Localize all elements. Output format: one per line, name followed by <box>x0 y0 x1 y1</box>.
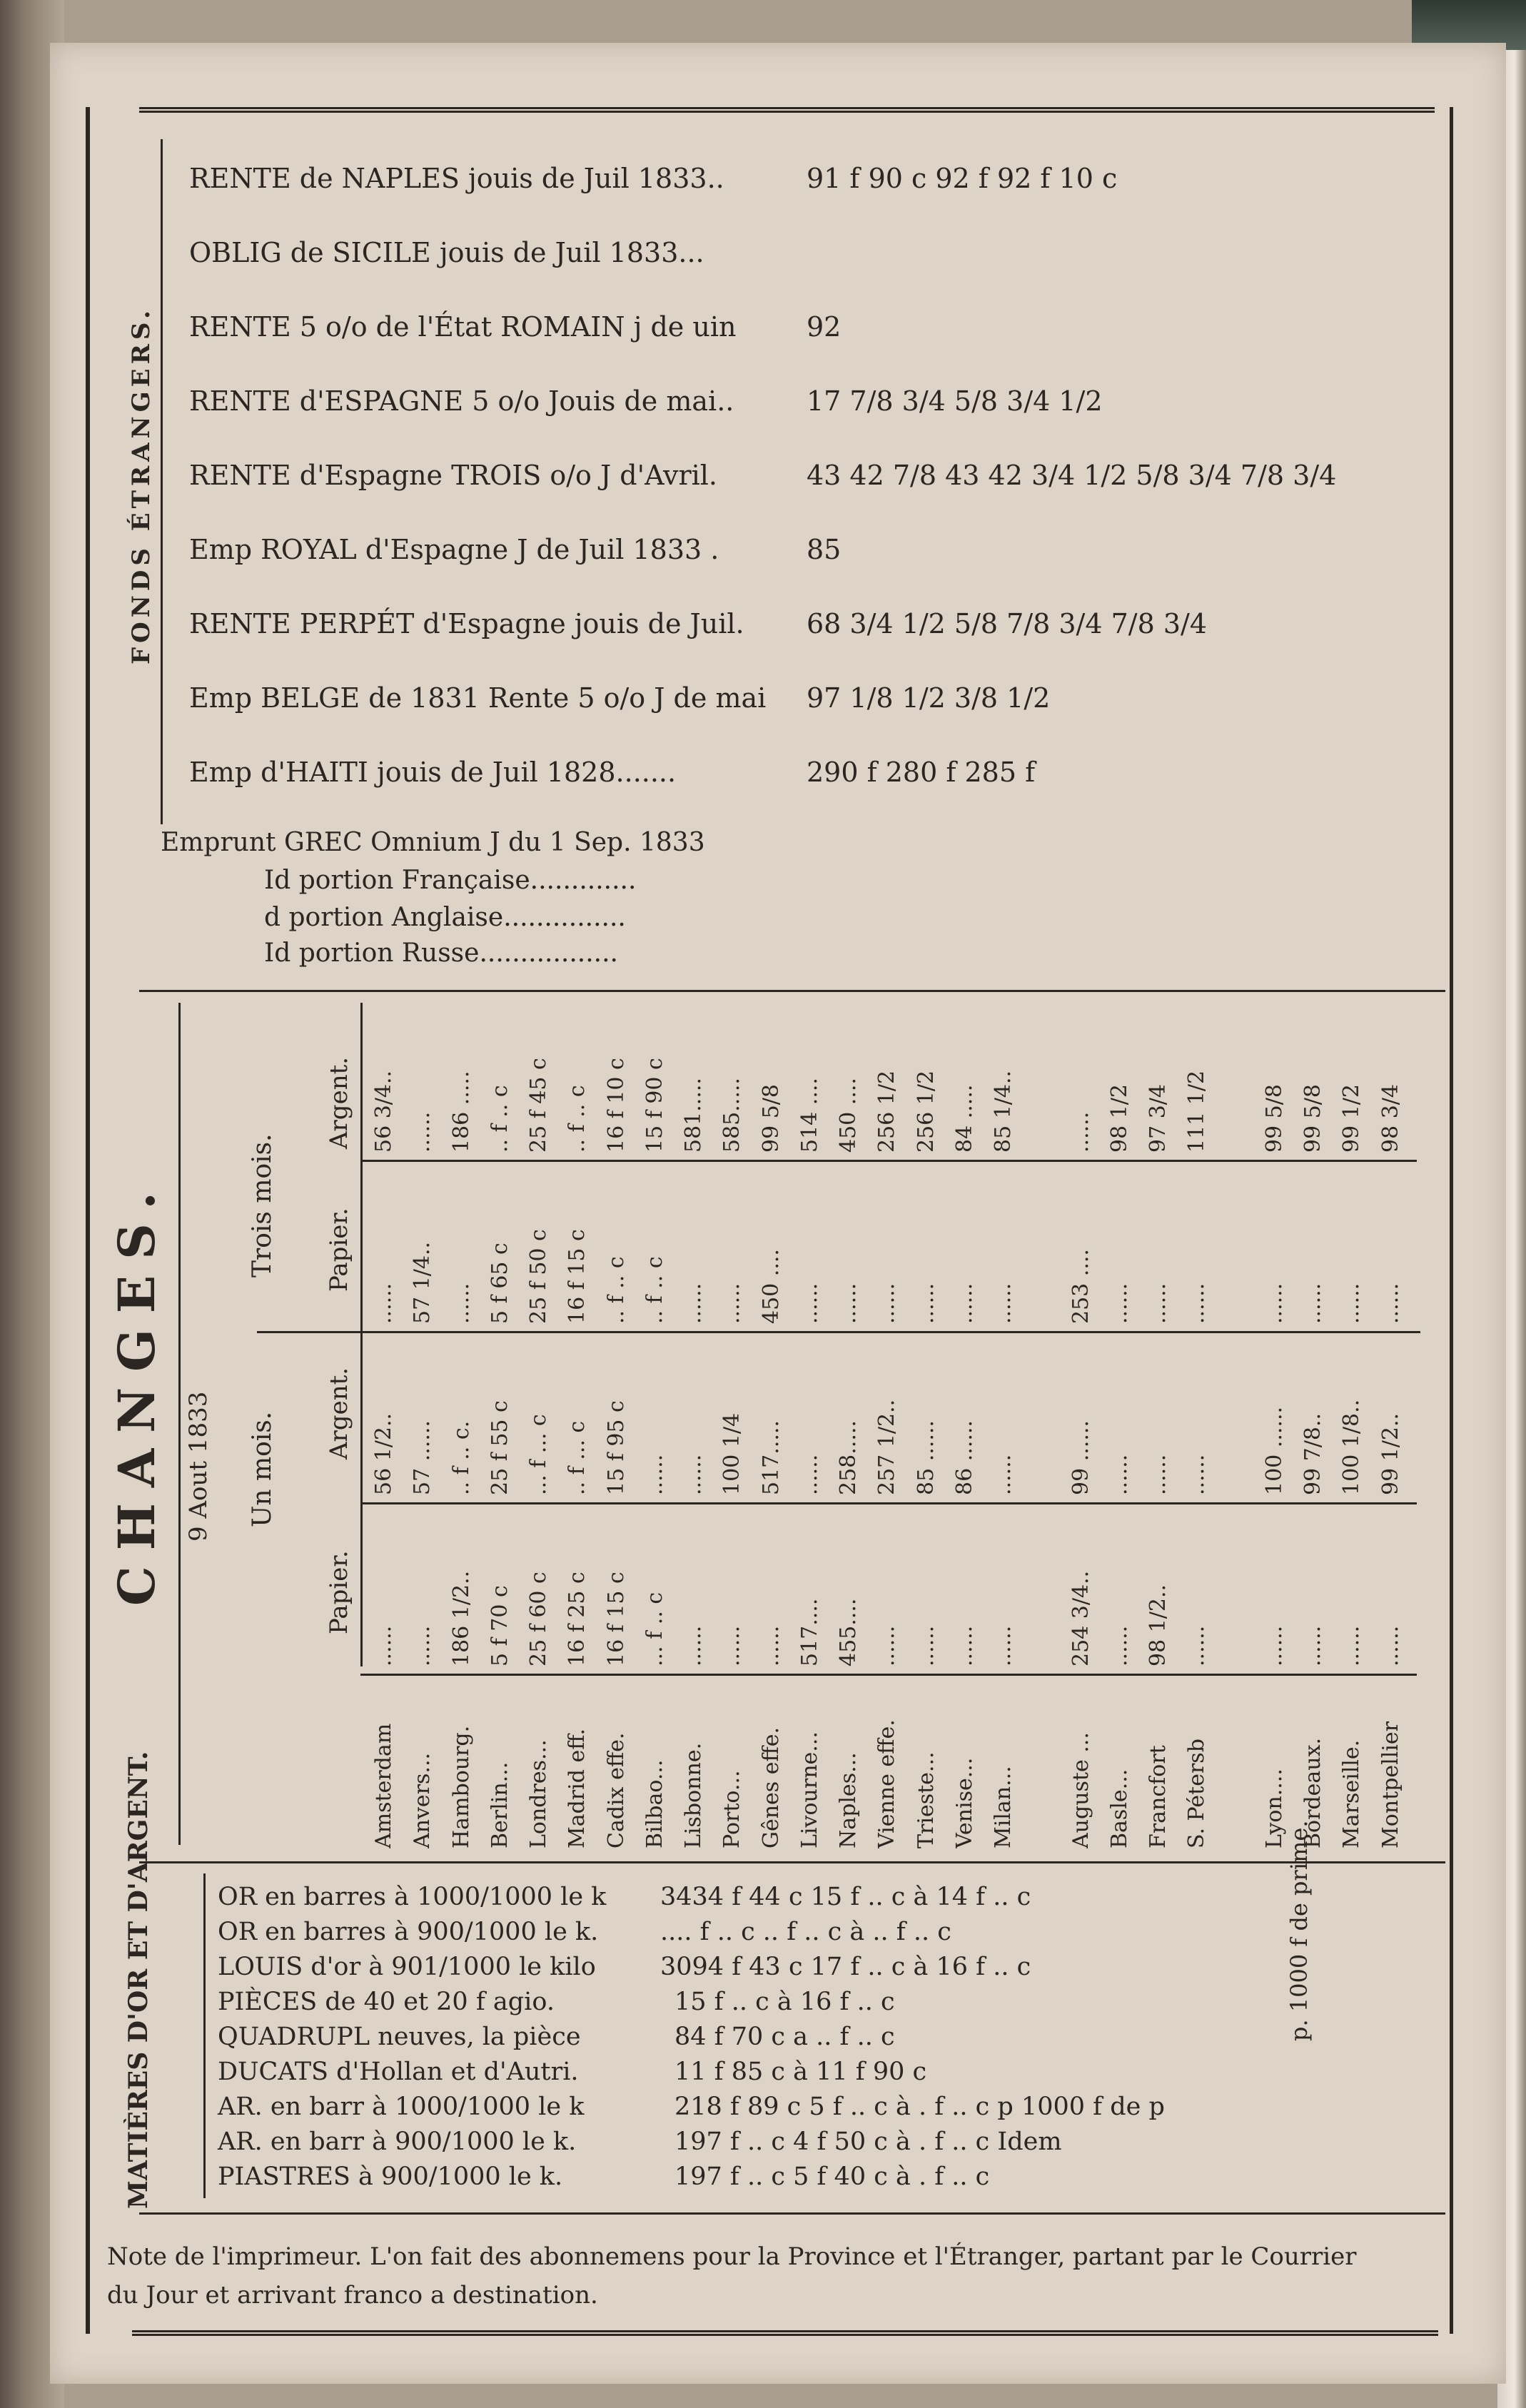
grec-row: Id portion Française............. <box>264 866 637 895</box>
fonds-value: 43 42 7/8 43 42 3/4 1/2 5/8 3/4 7/8 3/4 <box>807 460 1337 491</box>
fonds-label: RENTE de NAPLES jouis de Juil 1833.. <box>189 163 724 194</box>
matieres-value: 197 f .. c 4 f 50 c à . f .. c Idem <box>674 2128 1062 2156</box>
matieres-label: PIASTRES à 900/1000 le k. <box>218 2162 563 2191</box>
papier-1-cell: ...... <box>951 1625 977 1666</box>
argent-1-cell: 86 ...... <box>951 1420 977 1495</box>
argent-1-cell: 257 1/2.. <box>874 1399 900 1495</box>
argent-3-cell: 450 .... <box>836 1078 861 1153</box>
matieres-label: QUADRUPL neuves, la pièce <box>218 2023 581 2051</box>
papier-3-cell: 253 .... <box>1068 1249 1093 1324</box>
city-name: Anvers... <box>410 1752 435 1848</box>
matieres-label: AR. en barr à 900/1000 le k. <box>218 2128 577 2156</box>
papier-1-label: Papier. <box>325 1550 353 1634</box>
argent-1-cell: 100 ...... <box>1261 1406 1287 1495</box>
argent-1-cell: 99 7/8.. <box>1300 1412 1326 1495</box>
grec-row: d portion Anglaise............... <box>264 903 626 932</box>
papier-3-cell: ...... <box>1184 1283 1210 1324</box>
papier-1-cell: 186 1/2.. <box>448 1570 474 1666</box>
papier-1-cell: 16 f 15 c <box>603 1572 629 1666</box>
papier-3-cell: 5 f 65 c <box>487 1243 512 1324</box>
argent-3-cell: 98 1/2 <box>1106 1084 1132 1153</box>
city-name: Montpellier <box>1378 1721 1403 1848</box>
argent-3-cell: 585..... <box>719 1078 745 1153</box>
papier-1-cell: ...... <box>1378 1625 1403 1666</box>
city-name: Lisbonne. <box>681 1742 707 1848</box>
city-name: Bordeaux. <box>1300 1737 1326 1848</box>
city-name: Lyon.... <box>1261 1769 1287 1848</box>
fonds-label: Emp d'HAITI jouis de Juil 1828....... <box>189 757 677 788</box>
argent-1-cell: ...... <box>1106 1454 1132 1495</box>
papier-3-cell: .. f .. c <box>603 1256 629 1324</box>
argent-3-cell: 98 3/4 <box>1378 1084 1403 1153</box>
matieres-value: 3434 f 44 c 15 f .. c à 14 f .. c <box>660 1883 1031 1911</box>
city-name: Bilbao... <box>642 1759 667 1848</box>
fonds-label: RENTE 5 o/o de l'État ROMAIN j de uin <box>189 311 737 343</box>
papier-1-cell: ...... <box>1300 1625 1326 1666</box>
argent-1-cell: ...... <box>1184 1454 1210 1495</box>
city-name <box>1223 1684 1252 1848</box>
changes-date: 9 Aout 1833 <box>184 1391 213 1542</box>
papier-3-label: Papier. <box>325 1208 353 1292</box>
city-name: Milan... <box>991 1766 1016 1848</box>
cities-divider <box>360 1674 1417 1676</box>
argent-1-label: Argent. <box>325 1367 353 1460</box>
papier-3-cell: ...... <box>1300 1283 1326 1324</box>
fonds-label: RENTE d'ESPAGNE 5 o/o Jouis de mai.. <box>189 385 734 417</box>
city-name: Livourne... <box>797 1731 822 1848</box>
papier-1-cell: 254 3/4.. <box>1068 1570 1093 1666</box>
argent-1-cell: 99 ...... <box>1068 1420 1093 1495</box>
grec-row: Id portion Russe................. <box>264 939 619 968</box>
papier-3-cell: 16 f 15 c <box>565 1229 590 1324</box>
fonds-label: OBLIG de SICILE jouis de Juil 1833... <box>189 237 704 268</box>
matieres-label: DUCATS d'Hollan et d'Autri. <box>218 2058 579 2086</box>
papier-3-cell: ...... <box>874 1283 900 1324</box>
papier-3-cell: 57 1/4.. <box>410 1241 435 1324</box>
argent-3-cell: 85 1/4.. <box>991 1070 1016 1153</box>
fonds-value: 68 3/4 1/2 5/8 7/8 3/4 7/8 3/4 <box>807 608 1208 639</box>
argent-1-cell: 56 1/2.. <box>371 1412 396 1495</box>
argent-3-cell: 514 .... <box>797 1078 822 1153</box>
matieres-label: AR. en barr à 1000/1000 le k <box>218 2093 585 2121</box>
printer-note: Note de l'imprimeur. L'on fait des abonnemens pour la Province et l'Étranger, partant par le Courrier du Jour et arrivant franco a destination. <box>107 2242 1357 2310</box>
changes-title: CHANGES. <box>107 1176 166 1606</box>
argent-1-cell: 99 1/2.. <box>1378 1412 1403 1495</box>
matieres-top-rule <box>139 1861 1445 1863</box>
top-rule <box>139 107 1435 113</box>
argent-1-cell: ...... <box>642 1454 667 1495</box>
papier-1-cell: ...... <box>1339 1625 1365 1666</box>
argent-1-cell: .. f ... c <box>565 1420 590 1495</box>
argent-3-cell: 256 1/2 <box>913 1070 939 1153</box>
argent-1-cell: 100 1/4 <box>719 1412 745 1495</box>
papier-1-cell: ...... <box>874 1625 900 1666</box>
papier-1-cell: 25 f 60 c <box>526 1572 552 1666</box>
argent1-papier1-divider <box>360 1502 1417 1504</box>
argent-1-cell: ...... <box>991 1454 1016 1495</box>
argent-1-cell: ... f ... c <box>526 1414 552 1495</box>
city-name: Francfort <box>1146 1745 1171 1848</box>
matieres-value: 218 f 89 c 5 f .. c à . f .. c p 1000 f de p <box>674 2093 1165 2121</box>
city-name: S. Pétersb <box>1184 1739 1210 1848</box>
argent-3-cell: 99 5/8 <box>1261 1084 1287 1153</box>
papier-3-cell: ...... <box>951 1283 977 1324</box>
argent-1-cell: 85 ...... <box>913 1420 939 1495</box>
city-name: Cadix effe. <box>603 1732 629 1848</box>
header-rule <box>360 1003 363 1666</box>
city-name <box>1029 1684 1058 1848</box>
argent-1-cell: 258..... <box>836 1420 861 1495</box>
argent-3-cell: .. f .. c <box>487 1085 512 1153</box>
papier-1-cell: ...... <box>371 1625 396 1666</box>
fonds-value: 97 1/8 1/2 3/8 1/2 <box>807 682 1051 714</box>
fonds-value: 85 <box>807 534 842 565</box>
city-name: Vienne effe. <box>874 1719 900 1848</box>
city-name: Amsterdam <box>371 1723 396 1848</box>
papier-1-cell: 455.... <box>836 1598 861 1666</box>
argent-3-cell <box>1029 1006 1058 1153</box>
city-name: Porto... <box>719 1770 745 1848</box>
argent-3-cell: 186 ..... <box>448 1071 474 1153</box>
argent-1-cell: ...... <box>681 1454 707 1495</box>
papier-1-cell: 98 1/2.. <box>1146 1584 1171 1666</box>
papier-1-cell: ...... <box>719 1625 745 1666</box>
fonds-label: RENTE d'Espagne TROIS o/o J d'Avril. <box>189 460 717 491</box>
papier-1-cell: ... f .. c <box>642 1592 667 1666</box>
matieres-value: 11 f 85 c à 11 f 90 c <box>674 2058 927 2086</box>
argent-3-cell: 56 3/4.. <box>371 1070 396 1153</box>
papier-3-cell: ...... <box>1378 1283 1403 1324</box>
papier-1-cell: ...... <box>1261 1625 1287 1666</box>
papier-3-cell: .. f .. c <box>642 1256 667 1324</box>
city-name: Basle... <box>1106 1769 1132 1848</box>
argent-3-cell: 16 f 10 c <box>603 1058 629 1153</box>
papier-3-cell: ...... <box>836 1283 861 1324</box>
argent-1-cell: 15 f 95 c <box>603 1400 629 1495</box>
matieres-value: 197 f .. c 5 f 40 c à . f .. c <box>674 2162 990 2191</box>
matieres-label: PIÈCES de 40 et 20 f agio. <box>218 1988 555 2016</box>
papier-1-cell: ...... <box>1184 1625 1210 1666</box>
argent-3-cell: 256 1/2 <box>874 1070 900 1153</box>
trois-un-divider <box>257 1331 1420 1333</box>
papier-3-cell: ...... <box>681 1283 707 1324</box>
argent-1-cell: 517..... <box>758 1420 784 1495</box>
trois-mois-label: Trois mois. <box>248 1133 277 1278</box>
papier-3-cell <box>1029 1170 1058 1324</box>
papier-3-cell: 25 f 50 c <box>526 1229 552 1324</box>
argent-3-cell: 97 3/4 <box>1146 1084 1171 1153</box>
city-name: Marseille. <box>1339 1739 1365 1848</box>
fonds-label: RENTE PERPÉT d'Espagne jouis de Juil. <box>189 608 744 639</box>
papier-3-cell: ...... <box>913 1283 939 1324</box>
papier-3-cell <box>1223 1170 1252 1324</box>
argent-3-cell: ...... <box>1068 1111 1093 1153</box>
city-name: Venise... <box>951 1757 977 1848</box>
fonds-value: 290 f 280 f 285 f <box>807 757 1036 788</box>
fonds-divider <box>161 139 163 824</box>
papier-3-cell: 450 .... <box>758 1249 784 1324</box>
un-mois-label: Un mois. <box>248 1411 277 1527</box>
argent-1-cell: ...... <box>797 1454 822 1495</box>
argent-3-cell: 84 ..... <box>951 1084 977 1153</box>
argent-3-cell: 99 5/8 <box>1300 1084 1326 1153</box>
argent-1-cell: 25 f 55 c <box>487 1400 512 1495</box>
argent-3-cell: 581..... <box>681 1078 707 1153</box>
grec-row: Emprunt GREC Omnium J du 1 Sep. 1833 <box>161 828 705 857</box>
argent-1-cell: ...... <box>1146 1454 1171 1495</box>
papier-1-cell: ...... <box>913 1625 939 1666</box>
city-name: Gênes effe. <box>758 1726 784 1848</box>
matieres-title: MATIÈRES D'OR ET D'ARGENT. <box>123 1751 153 2209</box>
papier-3-cell: ...... <box>797 1283 822 1324</box>
papier-1-cell: 517.... <box>797 1598 822 1666</box>
fonds-value: 91 f 90 c 92 f 92 f 10 c <box>807 163 1118 194</box>
fonds-title: FONDS ÉTRANGERS. <box>127 305 156 665</box>
prime-note: p. 1000 f de prime. <box>1285 1820 1313 2041</box>
city-name: Trieste... <box>913 1751 939 1848</box>
argent-3-cell: 99 1/2 <box>1339 1084 1365 1153</box>
papier-3-cell: ...... <box>991 1283 1016 1324</box>
papier-1-cell: ...... <box>410 1625 435 1666</box>
city-name: Auguste ... <box>1068 1732 1093 1848</box>
argent-3-cell: ...... <box>410 1111 435 1153</box>
fonds-label: Emp ROYAL d'Espagne J de Juil 1833 . <box>189 534 719 565</box>
papier-3-cell: ...... <box>1261 1283 1287 1324</box>
city-name: Hambourg. <box>448 1725 474 1848</box>
matieres-value: .... f .. c .. f .. c à .. f .. c <box>660 1918 951 1946</box>
changes-left-rule <box>178 1003 181 1845</box>
papier-1-cell: 5 f 70 c <box>487 1585 512 1666</box>
papier-1-cell: ...... <box>758 1625 784 1666</box>
papier-1-cell <box>1223 1513 1252 1666</box>
papier-3-cell: ...... <box>1106 1283 1132 1324</box>
argent-3-cell <box>1223 1006 1252 1153</box>
matieres-label: OR en barres à 1000/1000 le k <box>218 1883 607 1911</box>
papier-1-cell <box>1029 1513 1058 1666</box>
city-name: Londres... <box>526 1739 552 1848</box>
bottom-rule <box>132 2330 1438 2336</box>
papier-3-cell: ...... <box>371 1283 396 1324</box>
fonds-value: 92 <box>807 311 842 343</box>
papier-1-cell: ...... <box>991 1625 1016 1666</box>
argent-1-cell <box>1029 1342 1058 1495</box>
changes-top-rule <box>139 990 1445 992</box>
matieres-label: LOUIS d'or à 901/1000 le kilo <box>218 1953 596 1981</box>
papier-3-cell: ...... <box>1146 1283 1171 1324</box>
papier-3-cell: ...... <box>719 1283 745 1324</box>
matieres-value: 15 f .. c à 16 f .. c <box>674 1988 895 2016</box>
city-name: Berlin... <box>487 1761 512 1848</box>
city-name: Madrid eff. <box>565 1728 590 1848</box>
argent-1-cell: 100 1/8.. <box>1339 1399 1365 1495</box>
argent-3-cell: 15 f 90 c <box>642 1058 667 1153</box>
argent3-papier3-divider <box>360 1160 1417 1162</box>
argent-1-cell: 57 ...... <box>410 1420 435 1495</box>
matieres-value: 84 f 70 c a .. f .. c <box>674 2023 895 2051</box>
argent-3-cell: 111 1/2 <box>1184 1070 1210 1153</box>
city-name: Naples... <box>836 1752 861 1848</box>
argent-3-cell: .. f .. c <box>565 1085 590 1153</box>
papier-3-cell: ...... <box>1339 1283 1365 1324</box>
papier-1-cell: 16 f 25 c <box>565 1572 590 1666</box>
fonds-label: Emp BELGE de 1831 Rente 5 o/o J de mai <box>189 682 767 714</box>
papier-1-cell: ...... <box>1106 1625 1132 1666</box>
argent-3-cell: 25 f 45 c <box>526 1058 552 1153</box>
argent-1-cell: .. f .. c. <box>448 1420 474 1495</box>
papier-3-cell: ...... <box>448 1283 474 1324</box>
matieres-value: 3094 f 43 c 17 f .. c à 16 f .. c <box>660 1953 1031 1981</box>
fonds-value: 17 7/8 3/4 5/8 3/4 1/2 <box>807 385 1103 417</box>
matieres-label: OR en barres à 900/1000 le k. <box>218 1918 599 1946</box>
papier-1-cell: ...... <box>681 1625 707 1666</box>
argent-3-cell: 99 5/8 <box>758 1084 784 1153</box>
argent-1-cell <box>1223 1342 1252 1495</box>
note-top-rule <box>139 2212 1445 2215</box>
matieres-divider <box>203 1873 206 2198</box>
argent-3-label: Argent. <box>325 1056 353 1149</box>
